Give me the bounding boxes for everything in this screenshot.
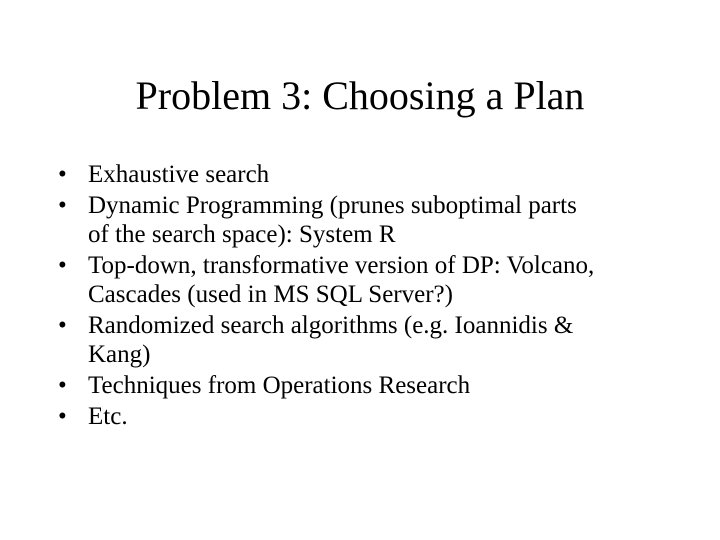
bullet-icon: •	[58, 312, 67, 339]
bullet-item	[58, 311, 698, 369]
bullet-icon: •	[58, 372, 67, 399]
bullet-item	[58, 371, 698, 400]
bullet-text-line: Randomized search algorithms (e.g. Ioannidis &	[88, 312, 574, 339]
bullet-item	[58, 251, 698, 309]
bullet-text-line: Top-down, transformative version of DP: Volcano,	[88, 252, 595, 279]
bullet-text-line: Kang)	[88, 341, 151, 368]
bullet-icon: •	[58, 252, 67, 279]
bullet-text-line: Etc.	[88, 403, 128, 430]
bullet-icon: •	[58, 403, 67, 430]
bullet-item	[58, 160, 698, 189]
bullet-item	[58, 191, 698, 249]
bullet-text-line: Techniques from Operations Research	[88, 372, 471, 399]
bullet-text-line: Exhaustive search	[88, 161, 270, 188]
bullet-icon: •	[58, 192, 67, 219]
slide-title: Problem 3: Choosing a Plan	[135, 73, 585, 118]
bullet-text-line: of the search space): System R	[88, 221, 396, 248]
bullet-list	[58, 160, 698, 433]
bullet-text-line: Cascades (used in MS SQL Server?)	[88, 281, 453, 308]
bullet-text-line: Dynamic Programming (prunes suboptimal parts	[88, 192, 577, 219]
bullet-icon: •	[58, 161, 67, 188]
bullet-item	[58, 402, 698, 431]
